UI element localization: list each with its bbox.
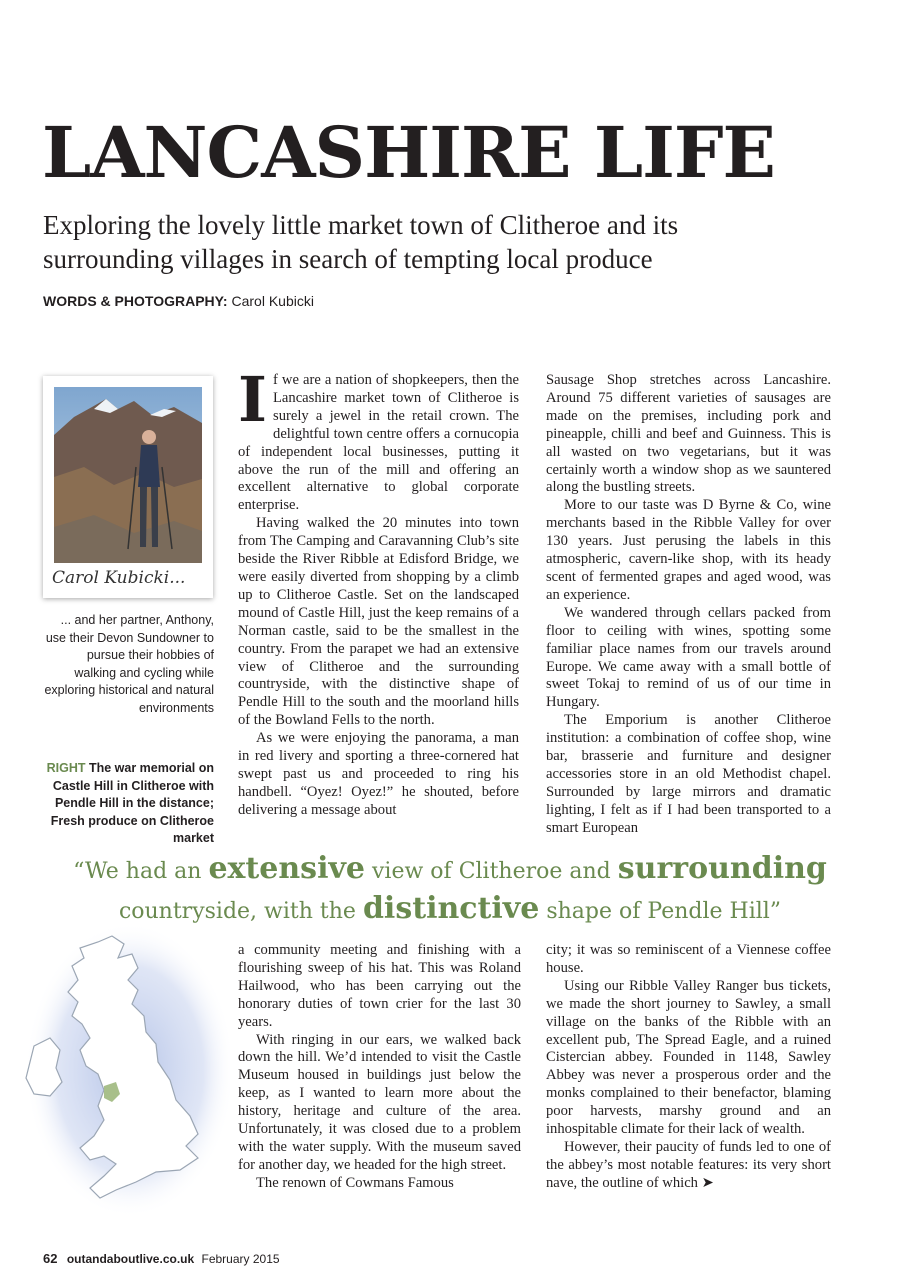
paragraph: Having walked the 20 minutes into town from The Camping and Caravanning Club’s site beside the River Ribble at Edisford Bridge, we were easily diverted from shopping by a climb up to Clitheroe Castle. Set on the landscaped mound of Castle Hill, just the keep remains of a Norman castle, said to be the smallest in the country. From the parapet we had an extensive view of Clitheroe and the surrounding countryside, with the distinctive shape of Pendle Hill to the south and the moorland hills of the Bowland Fells to the north. (238, 515, 519, 729)
article-column-1 (238, 363, 519, 820)
page-number: 62 (43, 1251, 58, 1266)
byline-label: WORDS & PHOTOGRAPHY: (43, 293, 228, 309)
article-subtitle: Exploring the lovely little market town of Clitheroe and its surrounding villages in search of tempting local produce (43, 210, 679, 274)
paragraph: Using our Ribble Valley Ranger bus tickets, we made the short journey to Sawley, a small village on the banks of the Ribble with an excellent pub, The Spread Eagle, and a ruined Cistercian abbey. Founded in 1148, Sawley Abbey was never a prosperous order and the monks complained to their benefactor, blaming poor harvests, marshy ground and an inhospitable climate for their lack of wealth. (546, 977, 831, 1138)
caption-text: The war memorial on Castle Hill in Clitheroe with Pendle Hill in the distance; Fresh produce on Clitheroe market (50, 761, 214, 846)
paragraph: The Emporium is another Clitheroe institution: a combination of coffee shop, wine bar, brasserie and furniture and designer accessories store in an old Methodist chapel. Surrounded by large mirrors and dramatic lighting, I felt as if I had been transported to a smart European (546, 712, 831, 836)
photo-caption (43, 760, 214, 848)
paragraph: More to our taste was D Byrne & Co, wine merchants based in the Ribble Valley for over 130 years. Just perusing the labels in this atmospheric, cavern-like shop, with its heady scent of fermented grapes and aged wood, was an experience. (546, 497, 831, 603)
pull-quote-text: “We had an (73, 859, 202, 884)
photo-signature: Carol Kubicki... (52, 568, 186, 588)
page-footer (43, 1251, 280, 1266)
drop-cap: I (238, 363, 268, 436)
footer-issue: February 2015 (201, 1252, 280, 1266)
paragraph-text: f we are a nation of shopkeepers, then the Lancashire market town of Clitheroe is surely a jewel in the retail crown. The delightful town centre offers a cornucopia of independent local businesses, putting it above the run of the mill and offering an excellent alternative to global corporate enterprise. (238, 372, 519, 514)
pull-quote (40, 850, 860, 930)
caption-direction-label: RIGHT (46, 761, 86, 775)
pull-quote-emphasis: extensive (208, 851, 365, 886)
paragraph: As we were enjoying the panorama, a man in red livery and sporting a three-cornered hat swept past us and proceeded to ring his handbell. “Oyez! Oyez!” he shouted, before delivering a message about (238, 730, 519, 818)
byline-author: Carol Kubicki (231, 293, 314, 309)
paragraph: Sausage Shop stretches across Lancashire. Around 75 different varieties of sausages are made on the premises, including pork and pineapple, chilli and beef and Guinness. This is all wasted on two vegetarians, but it was certainly worth a window shop as we sauntered along the bustling streets. (546, 372, 831, 496)
pull-quote-emphasis: surrounding (617, 851, 827, 886)
pull-quote-emphasis: distinctive (362, 891, 540, 926)
paragraph: a community meeting and finishing with a flourishing sweep of his hat. This was Roland Hailwood, who has been carrying out the honorary duties of town crier for the last 30 years. (238, 942, 521, 1030)
pull-quote-text: shape of Pendle Hill” (546, 899, 782, 924)
paragraph: With ringing in our ears, we walked back down the hill. We’d intended to visit the Castle Museum housed in buildings just below the keep, as I wanted to learn more about the history, heritage and culture of the area. Unfortunately, it was closed due to a problem with the water supply. With the museum saved for another day, we headed for the high street. (238, 1031, 521, 1173)
uk-map (20, 920, 230, 1220)
pull-quote-text: view of Clitheroe and (372, 859, 611, 884)
paragraph: We wandered through cellars packed from floor to ceiling with wines, spotting some familiar place names from our travels around Europe. We came away with a small bottle of sweet Tokaj to remind of us of our time in Hungary. (546, 604, 831, 711)
continue-arrow-icon: ➤ (701, 1174, 714, 1191)
paragraph (238, 363, 519, 515)
paragraph (546, 1139, 831, 1193)
author-photo-image (54, 387, 202, 563)
byline (43, 293, 314, 309)
paragraph: city; it was so reminiscent of a Viennese coffee house. (546, 942, 831, 976)
author-photo (43, 376, 213, 598)
author-caption: ... and her partner, Anthony, use their Devon Sundowner to pursue their hobbies of walking and cycling while exploring historical and natural environments (44, 613, 214, 715)
article-column-2 (546, 372, 831, 838)
article-column-4 (546, 942, 831, 1193)
paragraph-text: However, their paucity of funds led to one of the abbey’s most notable features: its very short nave, the outline of which (546, 1138, 831, 1191)
pull-quote-text: countryside, with the (118, 899, 356, 924)
article-column-3 (238, 942, 521, 1193)
paragraph: The renown of Cowmans Famous (256, 1174, 454, 1191)
footer-website: outandaboutlive.co.uk (66, 1252, 195, 1266)
page-title: LANCASHIRE LIFE (42, 111, 775, 194)
